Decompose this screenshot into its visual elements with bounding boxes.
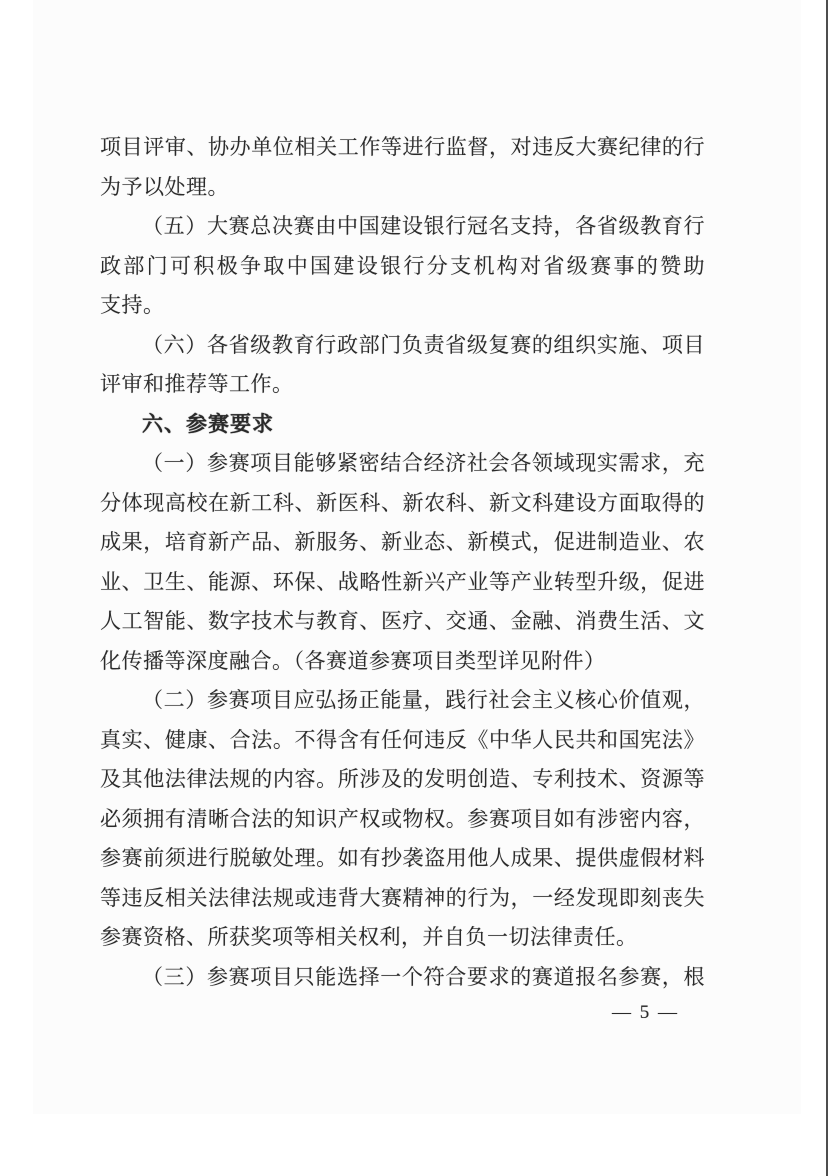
text-line-3: （五）大赛总决赛由中国建设银行冠名支持，各省级教育行 <box>142 214 705 238</box>
section-heading: 六、参赛要求 <box>142 411 274 436</box>
text-line-5: 支持。 <box>100 293 165 317</box>
text-line-17: 及其他法律法规的内容。所涉及的发明创造、专利技术、资源等 <box>100 767 705 791</box>
text-line-7: 评审和推荐等工作。 <box>100 372 294 396</box>
scan-edge-line <box>826 0 828 1176</box>
text-line-10: 分体现高校在新工科、新医科、新农科、新文科建设方面取得的 <box>100 490 705 515</box>
text-line-1: 项目评审、协办单位相关工作等进行监督，对违反大赛纪律的行 <box>100 135 705 159</box>
page-number <box>100 998 705 1028</box>
text-line-21: 参赛资格、所获奖项等相关权利，并自负一切法律责任。 <box>100 925 638 949</box>
text-line-6: （六）各省级教育行政部门负责省级复赛的组织实施、项目 <box>142 332 705 357</box>
text-line-20: 等违反相关法律法规或违背大赛精神的行为，一经发现即刻丧失 <box>100 885 705 910</box>
text-line-18: 必须拥有清晰合法的知识产权或物权。参赛项目如有涉密内容， <box>100 806 705 831</box>
document-body <box>100 128 705 997</box>
text-line-4: 政部门可积极争取中国建设银行分支机构对省级赛事的赞助 <box>100 253 705 278</box>
text-line-12: 业、卫生、能源、环保、战略性新兴产业等产业转型升级，促进 <box>100 569 705 594</box>
text-line-16: 真实、健康、合法。不得含有任何违反《中华人民共和国宪法》 <box>100 727 705 752</box>
text-line-11: 成果，培育新产品、新服务、新业态、新模式，促进制造业、农 <box>100 530 705 554</box>
text-line-9: （一）参赛项目能够紧密结合经济社会各领域现实需求，充 <box>142 451 705 475</box>
text-line-15: （二）参赛项目应弘扬正能量，践行社会主义核心价值观， <box>142 688 705 712</box>
text-line-14: 化传播等深度融合。（各赛道参赛项目类型详见附件） <box>100 648 606 673</box>
text-line-22: （三）参赛项目只能选择一个符合要求的赛道报名参赛，根 <box>142 964 705 989</box>
text-line-19: 参赛前须进行脱敏处理。如有抄袭盗用他人成果、提供虚假材料 <box>100 846 705 870</box>
page-number-text: — 5 — <box>612 1002 679 1023</box>
text-line-2: 为予以处理。 <box>100 174 229 199</box>
text-line-13: 人工智能、数字技术与教育、医疗、交通、金融、消费生活、文 <box>100 609 705 633</box>
